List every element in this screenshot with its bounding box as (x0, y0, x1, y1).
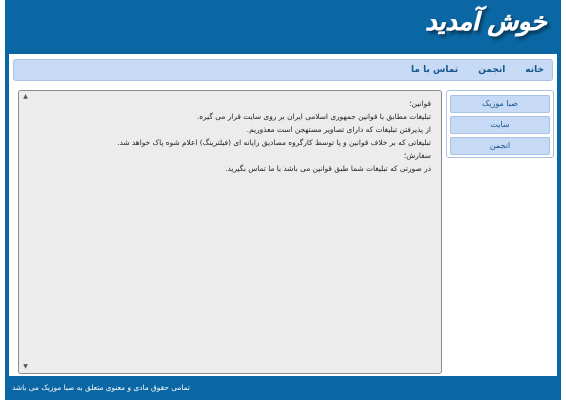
order-line: در صورتی که تبلیغات شما طبق قوانین می باشد با ما تماس بگیرید. (225, 164, 431, 173)
rules-text (31, 97, 431, 175)
content-box (18, 90, 442, 374)
site-logo[interactable]: خوش آمدید (425, 7, 547, 36)
copyright-text: تمامی حقوق مادی و معنوی متعلق به صبا موزیک می باشد (12, 383, 190, 392)
rules-line: تبلیغاتی که بر خلاف قوانین و یا توسط کارگروه مصادیق رایانه ای (فیلترینگ) اعلام شوه پاک خواهد شد. (117, 138, 431, 147)
page (5, 0, 561, 400)
rules-line: تبلیغات مطابق با قوانین جمهوری اسلامی ایران بر روی سایت قرار می گیره. (196, 112, 431, 121)
sidebar-item-forum[interactable]: انجمن (450, 137, 550, 155)
nav-contact-link[interactable]: تماس با ما (411, 65, 459, 75)
sidebar (446, 90, 554, 158)
main-panel (9, 54, 557, 376)
scroll-up-arrow-icon[interactable]: ▲ (23, 93, 28, 100)
nav-home-link[interactable]: خانه (525, 65, 544, 75)
top-navigation (13, 59, 553, 81)
header (5, 0, 561, 50)
rules-heading: قوانین؛ (409, 99, 431, 108)
main-frame (5, 50, 561, 378)
scroll-down-arrow-icon[interactable]: ▼ (23, 363, 28, 370)
sidebar-item-site[interactable]: سایت (450, 116, 550, 134)
rules-line: از پذیرفتن تبلیغات که دارای تصاویر مستهجن است معذوریم. (246, 125, 431, 134)
sidebar-item-saba-music[interactable]: صبا موزیک (450, 95, 550, 113)
order-heading: سفارش؛ (403, 151, 431, 160)
vertical-scrollbar[interactable] (21, 93, 30, 371)
footer (5, 378, 561, 400)
nav-forum-link[interactable]: انجمن (478, 65, 506, 75)
